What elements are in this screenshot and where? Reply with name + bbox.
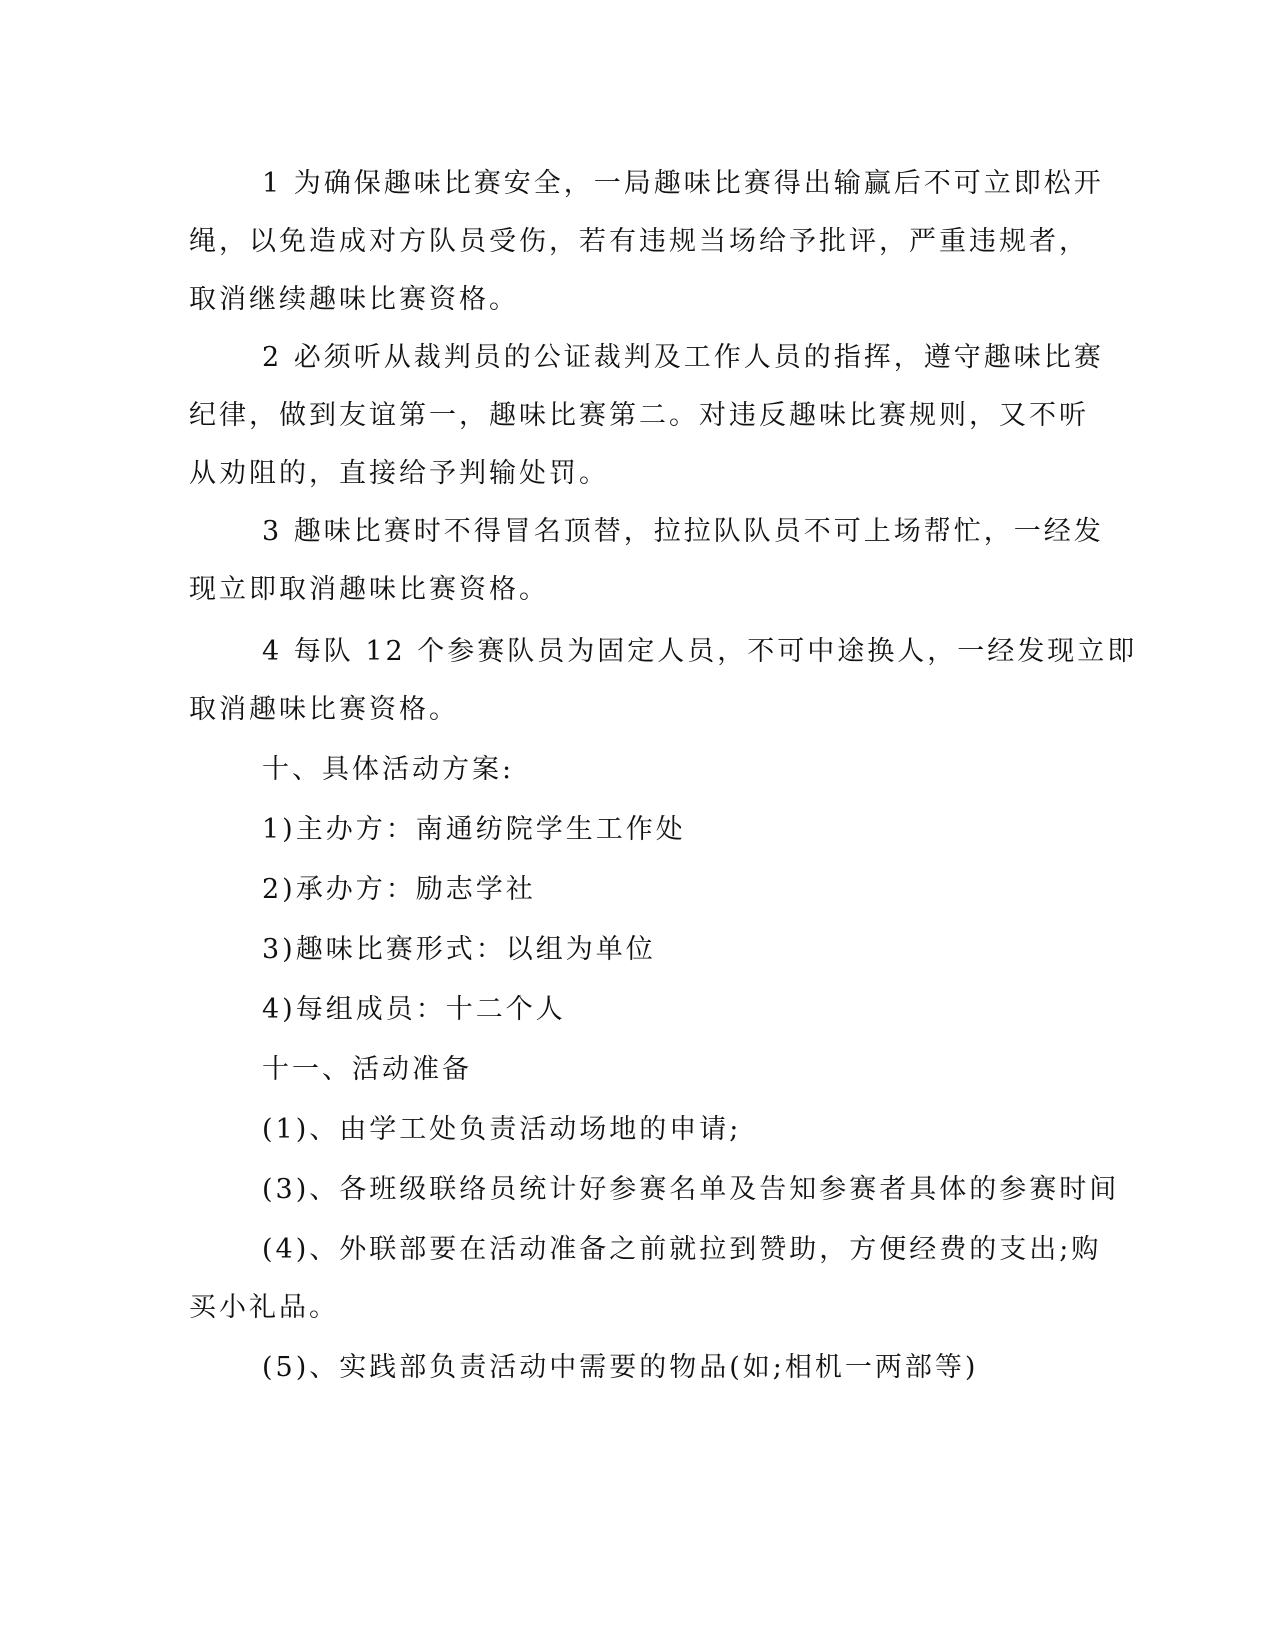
rule-4-line-1: 4 每队 12 个参赛队员为固定人员，不可中途换人，一经发现立即 (262, 636, 1138, 667)
prep-item-1: (1)、由学工处负责活动场地的申请; (262, 1114, 742, 1145)
plan-item-1: 1)主办方：南通纺院学生工作处 (262, 814, 686, 845)
section-10-heading: 十、具体活动方案: (262, 754, 515, 785)
plan-item-2: 2)承办方：励志学社 (262, 874, 536, 905)
section-11-heading: 十一、活动准备 (262, 1054, 472, 1085)
prep-item-5: (5)、实践部负责活动中需要的物品(如;相机一两部等) (262, 1352, 979, 1383)
rule-1-line-3: 取消继续趣味比赛资格。 (189, 284, 519, 315)
rule-1-line-1: 1 为确保趣味比赛安全，一局趣味比赛得出输赢后不可立即松开 (262, 168, 1104, 199)
rule-1-line-2: 绳，以免造成对方队员受伤，若有违规当场给予批评，严重违规者， (189, 226, 1089, 257)
rule-3-line-2: 现立即取消趣味比赛资格。 (189, 574, 549, 605)
rule-2-line-2: 纪律，做到友谊第一，趣味比赛第二。对违反趣味比赛规则，又不听 (189, 400, 1089, 431)
prep-item-3: (3)、各班级联络员统计好参赛名单及告知参赛者具体的参赛时间 (262, 1174, 1120, 1205)
plan-item-4: 4)每组成员：十二个人 (262, 994, 566, 1025)
prep-item-4-line-2: 买小礼品。 (189, 1292, 339, 1323)
plan-item-3: 3)趣味比赛形式：以组为单位 (262, 934, 656, 965)
prep-item-4-line-1: (4)、外联部要在活动准备之前就拉到赞助，方便经费的支出;购 (262, 1234, 1102, 1265)
rule-2-line-3: 从劝阻的，直接给予判输处罚。 (189, 458, 609, 489)
rule-3-line-1: 3 趣味比赛时不得冒名顶替，拉拉队队员不可上场帮忙，一经发 (262, 516, 1104, 547)
rule-4-line-2: 取消趣味比赛资格。 (189, 694, 459, 725)
rule-2-line-1: 2 必须听从裁判员的公证裁判及工作人员的指挥，遵守趣味比赛 (262, 342, 1104, 373)
